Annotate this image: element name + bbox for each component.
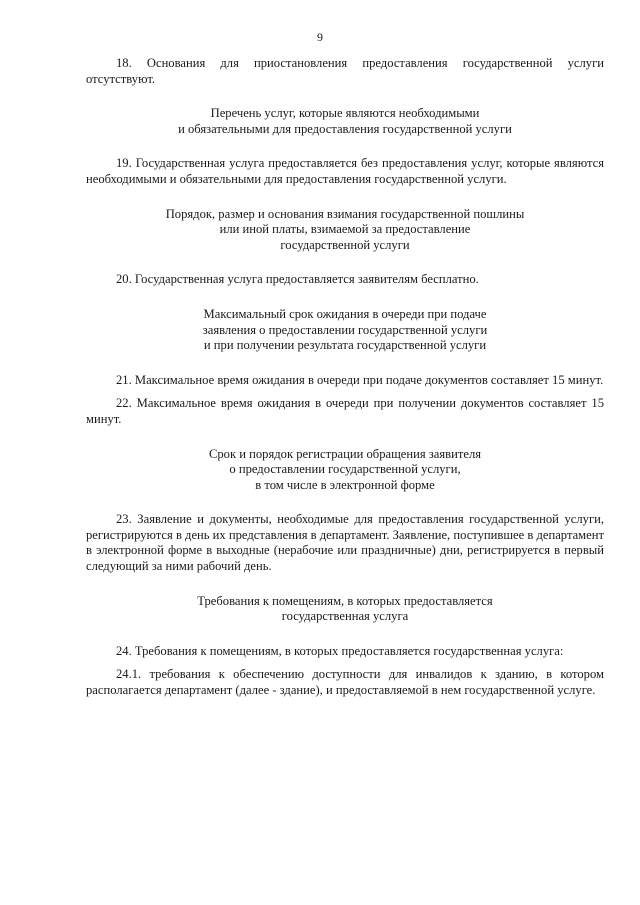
section-heading (86, 307, 604, 354)
heading-line: Перечень услуг, которые являются необходимыми (210, 106, 480, 121)
heading-line: государственная услуга (281, 609, 409, 624)
paragraph: 19. Государственная услуга предоставляется без предоставления услуг, которые являются необходимыми и обязательными для предоставления государственной услуги. (86, 156, 604, 186)
heading-line: или иной платы, взимаемой за предоставление (219, 222, 471, 237)
heading-line: в том числе в электронной форме (255, 477, 435, 492)
heading-line: Требования к помещениям, в которых предоставляется (197, 593, 493, 608)
paragraph: 24.1. требования к обеспечению доступности для инвалидов к зданию, в котором располагается департамент (далее - здание), и предоставляемой в нем государственной услуге. (86, 667, 604, 698)
section-heading (86, 447, 604, 494)
heading-line: государственной услуги (280, 237, 410, 252)
paragraph: 20. Государственная услуга предоставляется заявителям бесплатно. (116, 272, 479, 287)
paragraph: 18. Основания для приостановления предоставления государственной услуги отсутствуют. (86, 56, 604, 86)
section-heading (86, 594, 604, 625)
heading-line: заявления о предоставлении государственной услуги (202, 322, 488, 337)
paragraph: 22. Максимальное время ожидания в очереди при получении документов составляет 15 минут. (86, 396, 604, 426)
section-heading (86, 207, 604, 254)
heading-line: Порядок, размер и основания взимания государственной пошлины (165, 206, 525, 221)
paragraph: 24. Требования к помещениям, в которых предоставляется государственная услуга: (116, 643, 564, 658)
paragraph: 23. Заявление и документы, необходимые для предоставления государственной услуги, регистрируются в день их представления в департамент. Заявление, поступившее в департамент в электронной форме в выходные (нерабочие или праздничные) дни, регистрируется в первый следующий за ними рабочий день. (86, 512, 604, 574)
heading-line: и при получении результата государственной услуги (203, 338, 487, 353)
document-body (86, 56, 604, 699)
heading-line: Максимальный срок ожидания в очереди при подаче (203, 306, 487, 321)
heading-line: о предоставлении государственной услуги, (229, 462, 461, 477)
page-number: 9 (317, 30, 323, 44)
paragraph: 21. Максимальное время ожидания в очереди при подаче документов составляет 15 минут. (116, 372, 604, 387)
section-heading (86, 106, 604, 137)
heading-line: и обязательными для предоставления государственной услуги (178, 121, 512, 136)
heading-line: Срок и порядок регистрации обращения заявителя (208, 446, 482, 461)
